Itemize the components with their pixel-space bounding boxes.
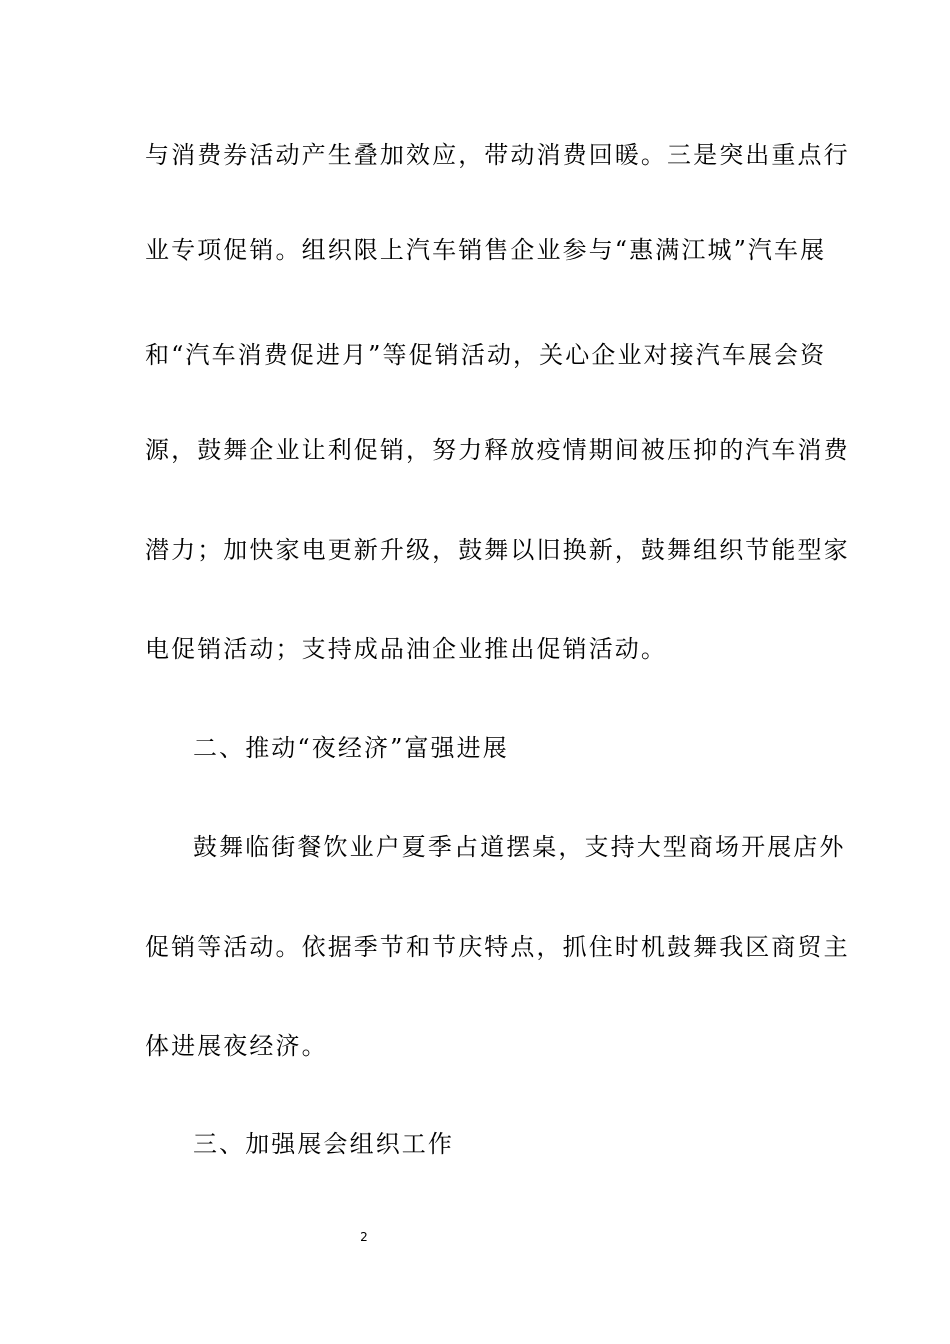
paragraph-line: 鼓舞临街餐饮业户夏季占道摆桌，支持大型商场开展店外 xyxy=(193,833,846,861)
section-heading: 二、推动“夜经济”富强进展 xyxy=(193,734,509,762)
paragraph-line: 电促销活动；支持成品油企业推出促销活动。 xyxy=(145,635,667,663)
paragraph-line: 潜力；加快家电更新升级，鼓舞以旧换新，鼓舞组织节能型家 xyxy=(145,536,850,564)
section-heading: 三、加强展会组织工作 xyxy=(193,1130,454,1158)
page-number: 2 xyxy=(360,1230,368,1244)
paragraph-line: 业专项促销。组织限上汽车销售企业参与“惠满江城”汽车展 xyxy=(145,236,827,264)
paragraph-line: 与消费券活动产生叠加效应，带动消费回暖。三是突出重点行 xyxy=(145,141,850,169)
paragraph-line: 体进展夜经济。 xyxy=(145,1032,328,1060)
paragraph-line: 促销等活动。依据季节和节庆特点，抓住时机鼓舞我区商贸主 xyxy=(145,933,850,961)
paragraph-line: 源，鼓舞企业让利促销，努力释放疫情期间被压抑的汽车消费 xyxy=(145,436,850,464)
paragraph-line: 和“汽车消费促进月”等促销活动，关心企业对接汽车展会资 xyxy=(145,341,827,369)
